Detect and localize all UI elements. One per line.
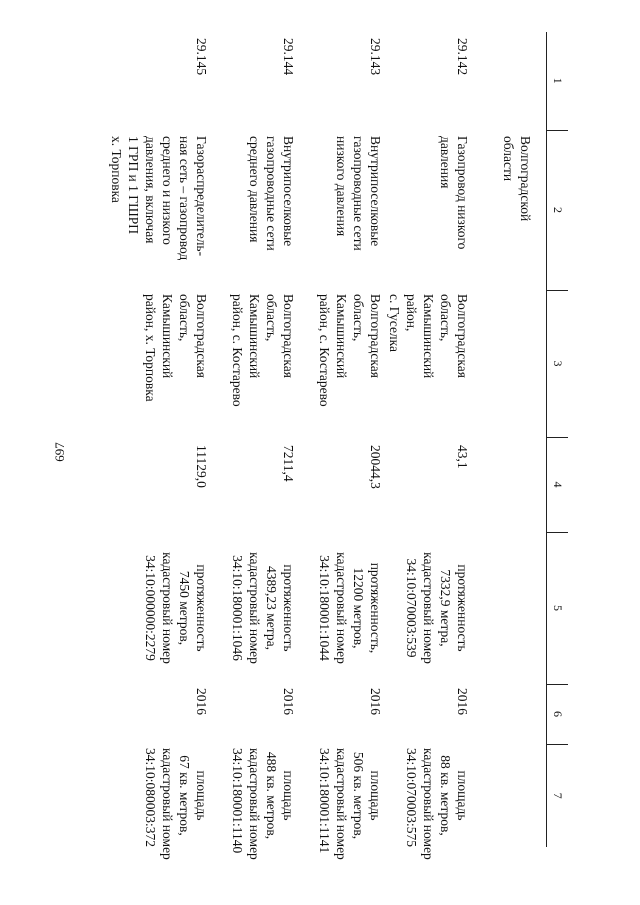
object-year: 2016 xyxy=(455,688,470,715)
rotated-table-sheet xyxy=(73,32,568,860)
row-code: 29.143 xyxy=(368,38,383,76)
region-name: Волгоградской области xyxy=(501,136,533,222)
object-address: Волгоградская область, Камышинский район, с. Костарево xyxy=(317,294,383,407)
table-row xyxy=(299,32,386,847)
object-characteristics: протяженность, 12200 метров, кадастровый номер 34:10:180001:1044 xyxy=(317,552,383,664)
object-characteristics: протяженность 7450 метров, кадастровый номер 34:10:000000:2279 xyxy=(143,552,209,664)
land-plot-info: площадь 488 кв. метров, кадастровый номер 34:10:180001:1140 xyxy=(230,748,296,860)
object-name: Газопровод низкого давления xyxy=(438,136,470,250)
column-number: 2 xyxy=(547,130,569,290)
object-characteristics: протяженность 4389,23 метра, кадастровый номер 34:10:180001:1046 xyxy=(230,552,296,664)
column-number: 4 xyxy=(547,437,569,532)
land-plot-info: площадь 506 кв. метров, кадастровый номер 34:10:180001:1141 xyxy=(317,748,383,860)
object-address: Волгоградская область, Камышинский район, х. Торповка xyxy=(143,294,209,402)
column-number: 1 xyxy=(547,32,569,130)
column-number: 7 xyxy=(547,744,569,847)
column-number: 5 xyxy=(547,532,569,684)
object-name: Внутрипоселковые газопроводные сети среднего давления xyxy=(247,136,296,251)
object-value: 7211,4 xyxy=(281,445,296,482)
table-row xyxy=(386,32,473,847)
column-number-row xyxy=(547,32,569,847)
table-row xyxy=(212,32,299,847)
row-code: 29.145 xyxy=(194,38,209,76)
column-number: 6 xyxy=(547,684,569,744)
property-table xyxy=(108,32,568,860)
object-value: 11129,0 xyxy=(194,445,209,488)
object-year: 2016 xyxy=(281,688,296,715)
object-address: Волгоградская область, Камышинский район, с. Костарево xyxy=(230,294,296,407)
object-value: 20044,3 xyxy=(368,445,383,489)
object-year: 2016 xyxy=(194,688,209,715)
table-row xyxy=(108,32,212,847)
object-name: Внутрипоселковые газопроводные сети низкого давления xyxy=(334,136,383,251)
object-address: Волгоградская область, Камышинский район, с. Гуселка xyxy=(387,294,470,379)
object-name: Газораспределитель- ная сеть – газопровод среднего и низкого давления, включая 1 ГРП и 1 ГШРП х. Торповка xyxy=(109,136,209,261)
row-code: 29.144 xyxy=(281,38,296,76)
land-plot-info: площадь 88 кв. метров, кадастровый номер 34:10:070003:575 xyxy=(404,748,470,860)
column-number: 3 xyxy=(547,290,569,437)
page-number: 697 xyxy=(52,442,67,462)
row-code: 29.142 xyxy=(455,38,470,76)
object-year: 2016 xyxy=(368,688,383,715)
object-value: 43,1 xyxy=(455,445,470,469)
land-plot-info: площадь 67 кв. метров, кадастровый номер 34:10:080003:372 xyxy=(143,748,209,860)
region-continuation-row xyxy=(473,32,547,847)
object-characteristics: протяженность 7332,9 метра, кадастровый номер 34:10:070003:539 xyxy=(404,552,470,664)
